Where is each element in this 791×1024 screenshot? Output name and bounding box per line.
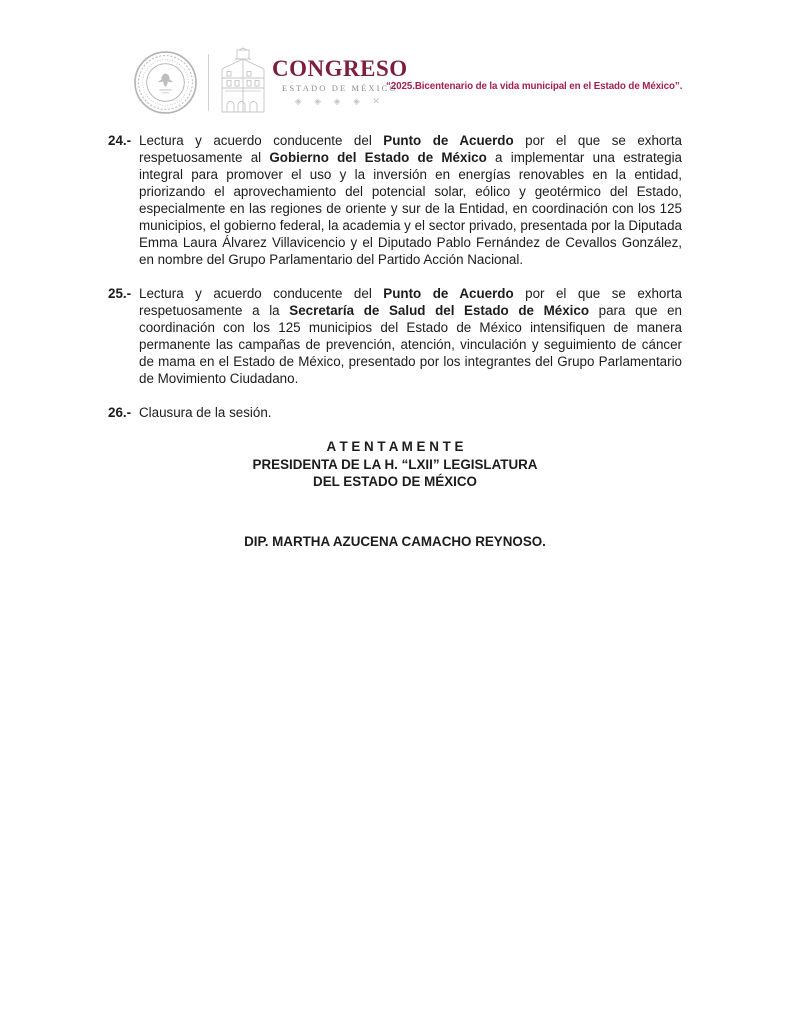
agenda-item-number: 26.- xyxy=(108,405,132,420)
agenda-item-text: Lectura y acuerdo conducente del Punto de Acuerdo por el que se exhorta respetuosamente a la Secretaría de Salud del Estado de México para que en coordinación con los 125 municipios del Estado de México intensifiquen de manera permanente las campañas de prevención, atención, vinculación y seguimiento de cáncer de mama en el Estado de México, presentado por los integrantes del Grupo Parlamentario de Movimiento Ciudadano. xyxy=(139,286,682,386)
agenda-item-text: Lectura y acuerdo conducente del Punto de Acuerdo por el que se exhorta respetuosamente al Gobierno del Estado de México a implementar una estrategia integral para promover el uso y la inversión en energías renovables en la entidad, priorizando el aprovechamiento del potencial solar, eólico y geotérmico del Estado, especialmente en las regiones de oriente y sur de la Entidad, en coordinación con los 125 municipios, el gobierno federal, la academia y el sector privado, presentada por la Diputada Emma Laura Álvarez Villavicencio y el Diputado Pablo Fernández de Cevallos González, en nombre del Grupo Parlamentario del Partido Acción Nacional. xyxy=(139,133,682,267)
agenda-item-number: 24.- xyxy=(108,133,132,148)
agenda-item-text: Clausura de la sesión. xyxy=(139,405,272,420)
congress-subtitle: ESTADO DE MÉXICO xyxy=(282,83,398,93)
ornament-glyphs-icon: ◈ ◈ ◈ ◈ ✕ xyxy=(294,96,385,106)
closing-title-line2: DEL ESTADO DE MÉXICO xyxy=(313,474,477,489)
header-divider xyxy=(208,54,209,111)
header-motto: “2025.Bicentenario de la vida municipal en el Estado de México”. xyxy=(386,81,683,92)
agenda-item xyxy=(108,285,682,387)
agenda-items xyxy=(108,132,682,421)
agenda-item-number: 25.- xyxy=(108,286,132,301)
signature-name: DIP. MARTHA AZUCENA CAMACHO REYNOSO. xyxy=(244,533,546,549)
state-seal-icon xyxy=(133,50,198,115)
document-body xyxy=(108,132,682,550)
congress-building-icon xyxy=(217,47,269,115)
agenda-item xyxy=(108,404,682,421)
letterhead xyxy=(133,49,408,115)
agenda-item xyxy=(108,132,682,268)
closing-title-line1: PRESIDENTA DE LA H. “LXII” LEGISLATURA xyxy=(252,456,538,472)
closing-block xyxy=(108,438,682,491)
congress-title: CONGRESO xyxy=(272,56,408,81)
closing-attentively: A T E N T A M E N T E xyxy=(326,439,464,454)
